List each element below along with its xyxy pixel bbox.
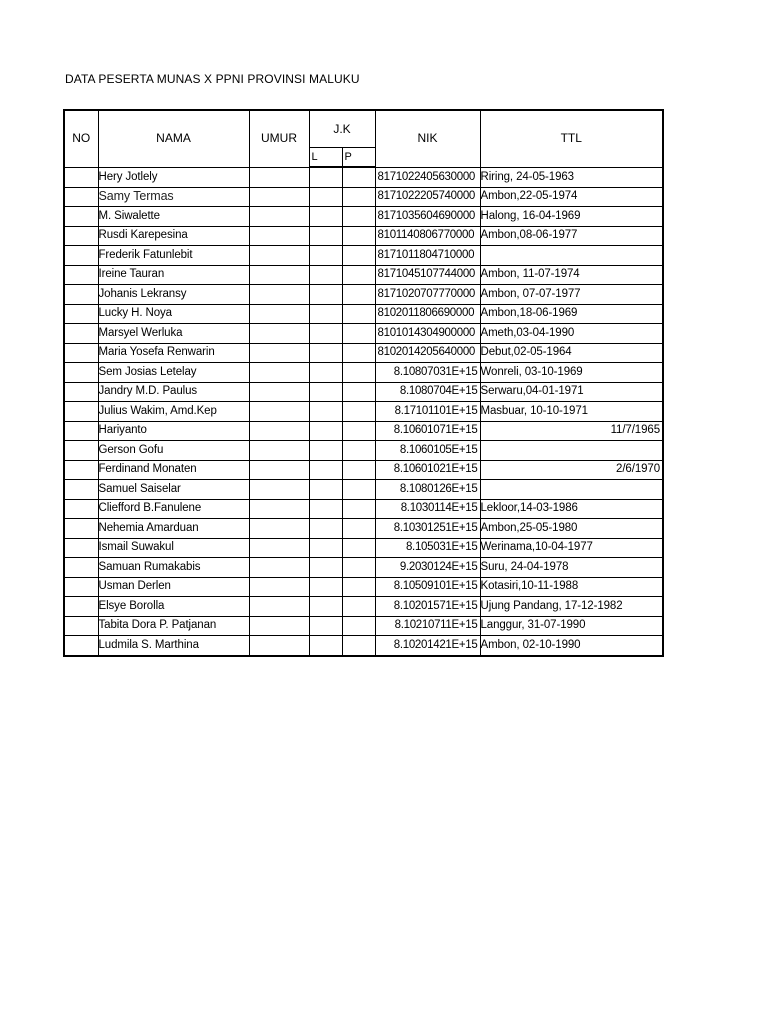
cell-nama[interactable]: Tabita Dora P. Patjanan <box>98 616 249 636</box>
cell-umur[interactable] <box>249 519 309 539</box>
table-row <box>64 402 663 422</box>
cell-no[interactable] <box>64 285 98 305</box>
table-row <box>64 636 663 656</box>
cell-jk-p[interactable] <box>342 167 375 187</box>
cell-jk-l[interactable] <box>309 382 342 402</box>
cell-no[interactable] <box>64 616 98 636</box>
cell-ttl[interactable]: Ambon,22-05-1974 <box>480 187 663 207</box>
cell-nama[interactable]: Jandry M.D. Paulus <box>98 382 249 402</box>
cell-no[interactable] <box>64 460 98 480</box>
cell-no[interactable] <box>64 597 98 617</box>
table-row <box>64 382 663 402</box>
cell-jk-p[interactable] <box>342 226 375 246</box>
cell-no[interactable] <box>64 538 98 558</box>
cell-ttl[interactable]: Lekloor,14-03-1986 <box>480 499 663 519</box>
cell-no[interactable] <box>64 577 98 597</box>
cell-nama[interactable]: Julius Wakim, Amd.Kep <box>98 402 249 422</box>
cell-ttl[interactable]: Ambon,08-06-1977 <box>480 226 663 246</box>
cell-jk-l[interactable] <box>309 246 342 266</box>
cell-no[interactable] <box>64 636 98 656</box>
cell-jk-p[interactable] <box>342 304 375 324</box>
cell-umur[interactable] <box>249 616 309 636</box>
cell-umur[interactable] <box>249 382 309 402</box>
cell-jk-p[interactable] <box>342 187 375 207</box>
cell-ttl[interactable]: Ambon,25-05-1980 <box>480 519 663 539</box>
cell-nik[interactable]: 8171045107744000 <box>375 265 480 285</box>
cell-jk-l[interactable] <box>309 460 342 480</box>
cell-nama[interactable]: Frederik Fatunlebit <box>98 246 249 266</box>
cell-no[interactable] <box>64 421 98 441</box>
cell-umur[interactable] <box>249 246 309 266</box>
table-row <box>64 460 663 480</box>
cell-jk-l[interactable] <box>309 265 342 285</box>
table-row <box>64 441 663 461</box>
cell-jk-l[interactable] <box>309 577 342 597</box>
cell-jk-l[interactable] <box>309 207 342 227</box>
cell-ttl[interactable]: Halong, 16-04-1969 <box>480 207 663 227</box>
cell-no[interactable] <box>64 499 98 519</box>
table-row <box>64 324 663 344</box>
cell-ttl[interactable]: 2/6/1970 <box>480 460 663 480</box>
cell-jk-l[interactable] <box>309 597 342 617</box>
cell-umur[interactable] <box>249 421 309 441</box>
cell-jk-l[interactable] <box>309 441 342 461</box>
cell-jk-p[interactable] <box>342 577 375 597</box>
table-row <box>64 265 663 285</box>
cell-nik[interactable]: 8.10210711E+15 <box>375 616 480 636</box>
cell-nik[interactable]: 8171022405630000 <box>375 167 480 187</box>
table-row <box>64 519 663 539</box>
table-body <box>64 167 663 656</box>
cell-nik[interactable]: 8171022205740000 <box>375 187 480 207</box>
header-no[interactable]: NO <box>64 110 98 167</box>
cell-nama[interactable]: Nehemia Amarduan <box>98 519 249 539</box>
cell-nik[interactable]: 8171011804710000 <box>375 246 480 266</box>
cell-no[interactable] <box>64 167 98 187</box>
cell-ttl[interactable]: 11/7/1965 <box>480 421 663 441</box>
cell-umur[interactable] <box>249 558 309 578</box>
cell-ttl[interactable]: Ambon, 02-10-1990 <box>480 636 663 656</box>
table-row <box>64 577 663 597</box>
table-row <box>64 616 663 636</box>
cell-umur[interactable] <box>249 285 309 305</box>
cell-nama[interactable]: Gerson Gofu <box>98 441 249 461</box>
cell-jk-l[interactable] <box>309 343 342 363</box>
cell-nama[interactable]: Sem Josias Letelay <box>98 363 249 383</box>
cell-jk-l[interactable] <box>309 285 342 305</box>
cell-ttl[interactable] <box>480 246 663 266</box>
cell-jk-p[interactable] <box>342 343 375 363</box>
cell-jk-p[interactable] <box>342 460 375 480</box>
cell-jk-p[interactable] <box>342 558 375 578</box>
cell-ttl[interactable]: Riring, 24-05-1963 <box>480 167 663 187</box>
header-nama[interactable]: NAMA <box>98 110 249 167</box>
table-row <box>64 363 663 383</box>
cell-nama[interactable]: Ismail Suwakul <box>98 538 249 558</box>
cell-nama[interactable]: Ludmila S. Marthina <box>98 636 249 656</box>
cell-umur[interactable] <box>249 226 309 246</box>
cell-nik[interactable]: 8.10509101E+15 <box>375 577 480 597</box>
cell-ttl[interactable]: Ambon,18-06-1969 <box>480 304 663 324</box>
cell-nama[interactable]: Johanis Lekransy <box>98 285 249 305</box>
cell-ttl[interactable]: Masbuar, 10-10-1971 <box>480 402 663 422</box>
header-ttl[interactable]: TTL <box>480 110 663 167</box>
cell-nik[interactable]: 8102011806690000 <box>375 304 480 324</box>
cell-umur[interactable] <box>249 187 309 207</box>
header-umur[interactable]: UMUR <box>249 110 309 167</box>
cell-jk-p[interactable] <box>342 324 375 344</box>
cell-no[interactable] <box>64 304 98 324</box>
cell-umur[interactable] <box>249 538 309 558</box>
table-row <box>64 226 663 246</box>
cell-nama[interactable]: Samuel Saiselar <box>98 480 249 500</box>
cell-no[interactable] <box>64 187 98 207</box>
cell-umur[interactable] <box>249 402 309 422</box>
cell-jk-l[interactable] <box>309 402 342 422</box>
table-row <box>64 285 663 305</box>
cell-nama[interactable]: Hery Jotlely <box>98 167 249 187</box>
cell-umur[interactable] <box>249 343 309 363</box>
cell-jk-p[interactable] <box>342 285 375 305</box>
table-row <box>64 499 663 519</box>
table-row <box>64 480 663 500</box>
cell-nik[interactable]: 8.10601021E+15 <box>375 460 480 480</box>
cell-no[interactable] <box>64 226 98 246</box>
cell-nik[interactable]: 8171035604690000 <box>375 207 480 227</box>
cell-no[interactable] <box>64 558 98 578</box>
table-row <box>64 187 663 207</box>
page-title: DATA PESERTA MUNAS X PPNI PROVINSI MALUKU <box>65 72 360 86</box>
cell-umur[interactable] <box>249 363 309 383</box>
cell-nik[interactable]: 8.1030114E+15 <box>375 499 480 519</box>
header-jk-p[interactable]: P <box>342 148 375 168</box>
cell-ttl[interactable]: Suru, 24-04-1978 <box>480 558 663 578</box>
cell-no[interactable] <box>64 519 98 539</box>
cell-no[interactable] <box>64 324 98 344</box>
cell-ttl[interactable]: Ujung Pandang, 17-12-1982 <box>480 597 663 617</box>
table-row <box>64 167 663 187</box>
cell-jk-p[interactable] <box>342 246 375 266</box>
cell-ttl[interactable]: Debut,02-05-1964 <box>480 343 663 363</box>
cell-no[interactable] <box>64 441 98 461</box>
cell-nama[interactable]: Samy Termas <box>98 187 249 207</box>
header-jk-l[interactable]: L <box>309 148 342 168</box>
cell-ttl[interactable]: Langgur, 31-07-1990 <box>480 616 663 636</box>
table-row <box>64 538 663 558</box>
cell-no[interactable] <box>64 382 98 402</box>
cell-nik[interactable]: 8.10301251E+15 <box>375 519 480 539</box>
cell-jk-l[interactable] <box>309 363 342 383</box>
cell-nama[interactable]: Lucky H. Noya <box>98 304 249 324</box>
cell-nama[interactable]: M. Siwalette <box>98 207 249 227</box>
cell-jk-l[interactable] <box>309 616 342 636</box>
cell-umur[interactable] <box>249 597 309 617</box>
table-row <box>64 343 663 363</box>
cell-umur[interactable] <box>249 324 309 344</box>
cell-jk-l[interactable] <box>309 167 342 187</box>
cell-jk-l[interactable] <box>309 558 342 578</box>
table-row <box>64 304 663 324</box>
cell-ttl[interactable]: Wonreli, 03-10-1969 <box>480 363 663 383</box>
cell-umur[interactable] <box>249 499 309 519</box>
cell-nama[interactable]: Usman Derlen <box>98 577 249 597</box>
cell-no[interactable] <box>64 265 98 285</box>
cell-jk-l[interactable] <box>309 538 342 558</box>
cell-umur[interactable] <box>249 441 309 461</box>
table-row <box>64 597 663 617</box>
cell-jk-p[interactable] <box>342 207 375 227</box>
cell-ttl[interactable] <box>480 441 663 461</box>
cell-umur[interactable] <box>249 304 309 324</box>
cell-ttl[interactable]: Ambon, 07-07-1977 <box>480 285 663 305</box>
cell-nama[interactable]: Samuan Rumakabis <box>98 558 249 578</box>
cell-umur[interactable] <box>249 636 309 656</box>
cell-nik[interactable]: 8.1060105E+15 <box>375 441 480 461</box>
cell-jk-l[interactable] <box>309 519 342 539</box>
cell-ttl[interactable]: Kotasiri,10-11-1988 <box>480 577 663 597</box>
cell-jk-l[interactable] <box>309 480 342 500</box>
cell-nik[interactable]: 8.10601071E+15 <box>375 421 480 441</box>
cell-jk-p[interactable] <box>342 636 375 656</box>
cell-jk-p[interactable] <box>342 402 375 422</box>
participant-table <box>63 109 664 657</box>
cell-nik[interactable]: 8101014304900000 <box>375 324 480 344</box>
cell-nama[interactable]: Cliefford B.Fanulene <box>98 499 249 519</box>
cell-nama[interactable]: Elsye Borolla <box>98 597 249 617</box>
cell-umur[interactable] <box>249 207 309 227</box>
cell-nama[interactable]: Hariyanto <box>98 421 249 441</box>
cell-jk-p[interactable] <box>342 499 375 519</box>
cell-nik[interactable]: 8101140806770000 <box>375 226 480 246</box>
cell-jk-p[interactable] <box>342 480 375 500</box>
cell-umur[interactable] <box>249 167 309 187</box>
cell-no[interactable] <box>64 343 98 363</box>
cell-nik[interactable]: 8.1080126E+15 <box>375 480 480 500</box>
cell-nama[interactable]: Maria Yosefa Renwarin <box>98 343 249 363</box>
cell-no[interactable] <box>64 480 98 500</box>
cell-jk-l[interactable] <box>309 324 342 344</box>
cell-jk-p[interactable] <box>342 363 375 383</box>
table-row <box>64 207 663 227</box>
header-jk[interactable]: J.K <box>309 110 375 148</box>
cell-jk-p[interactable] <box>342 441 375 461</box>
cell-jk-p[interactable] <box>342 421 375 441</box>
cell-nik[interactable]: 8.10201571E+15 <box>375 597 480 617</box>
cell-nik[interactable]: 8.17101101E+15 <box>375 402 480 422</box>
cell-jk-l[interactable] <box>309 636 342 656</box>
header-nik[interactable]: NIK <box>375 110 480 167</box>
table-row <box>64 246 663 266</box>
cell-no[interactable] <box>64 207 98 227</box>
cell-jk-l[interactable] <box>309 304 342 324</box>
cell-ttl[interactable]: Ameth,03-04-1990 <box>480 324 663 344</box>
cell-jk-l[interactable] <box>309 226 342 246</box>
cell-jk-p[interactable] <box>342 382 375 402</box>
cell-ttl[interactable]: Serwaru,04-01-1971 <box>480 382 663 402</box>
cell-nik[interactable]: 8102014205640000 <box>375 343 480 363</box>
cell-ttl[interactable]: Werinama,10-04-1977 <box>480 538 663 558</box>
cell-nik[interactable]: 8.10807031E+15 <box>375 363 480 383</box>
cell-nik[interactable]: 8171020707770000 <box>375 285 480 305</box>
cell-nama[interactable]: Ireine Tauran <box>98 265 249 285</box>
cell-nik[interactable]: 9.2030124E+15 <box>375 558 480 578</box>
cell-umur[interactable] <box>249 265 309 285</box>
cell-no[interactable] <box>64 363 98 383</box>
table-row <box>64 558 663 578</box>
cell-jk-l[interactable] <box>309 499 342 519</box>
cell-jk-p[interactable] <box>342 597 375 617</box>
cell-umur[interactable] <box>249 480 309 500</box>
cell-umur[interactable] <box>249 577 309 597</box>
cell-nik[interactable]: 8.10201421E+15 <box>375 636 480 656</box>
cell-nik[interactable]: 8.1080704E+15 <box>375 382 480 402</box>
cell-jk-p[interactable] <box>342 519 375 539</box>
cell-ttl[interactable] <box>480 480 663 500</box>
cell-no[interactable] <box>64 246 98 266</box>
cell-nama[interactable]: Rusdi Karepesina <box>98 226 249 246</box>
cell-nama[interactable]: Marsyel Werluka <box>98 324 249 344</box>
cell-jk-p[interactable] <box>342 265 375 285</box>
cell-no[interactable] <box>64 402 98 422</box>
cell-ttl[interactable]: Ambon, 11-07-1974 <box>480 265 663 285</box>
cell-jk-p[interactable] <box>342 538 375 558</box>
cell-nama[interactable]: Ferdinand Monaten <box>98 460 249 480</box>
cell-jk-l[interactable] <box>309 187 342 207</box>
table-row <box>64 421 663 441</box>
cell-umur[interactable] <box>249 460 309 480</box>
cell-jk-p[interactable] <box>342 616 375 636</box>
cell-nik[interactable]: 8.105031E+15 <box>375 538 480 558</box>
cell-jk-l[interactable] <box>309 421 342 441</box>
